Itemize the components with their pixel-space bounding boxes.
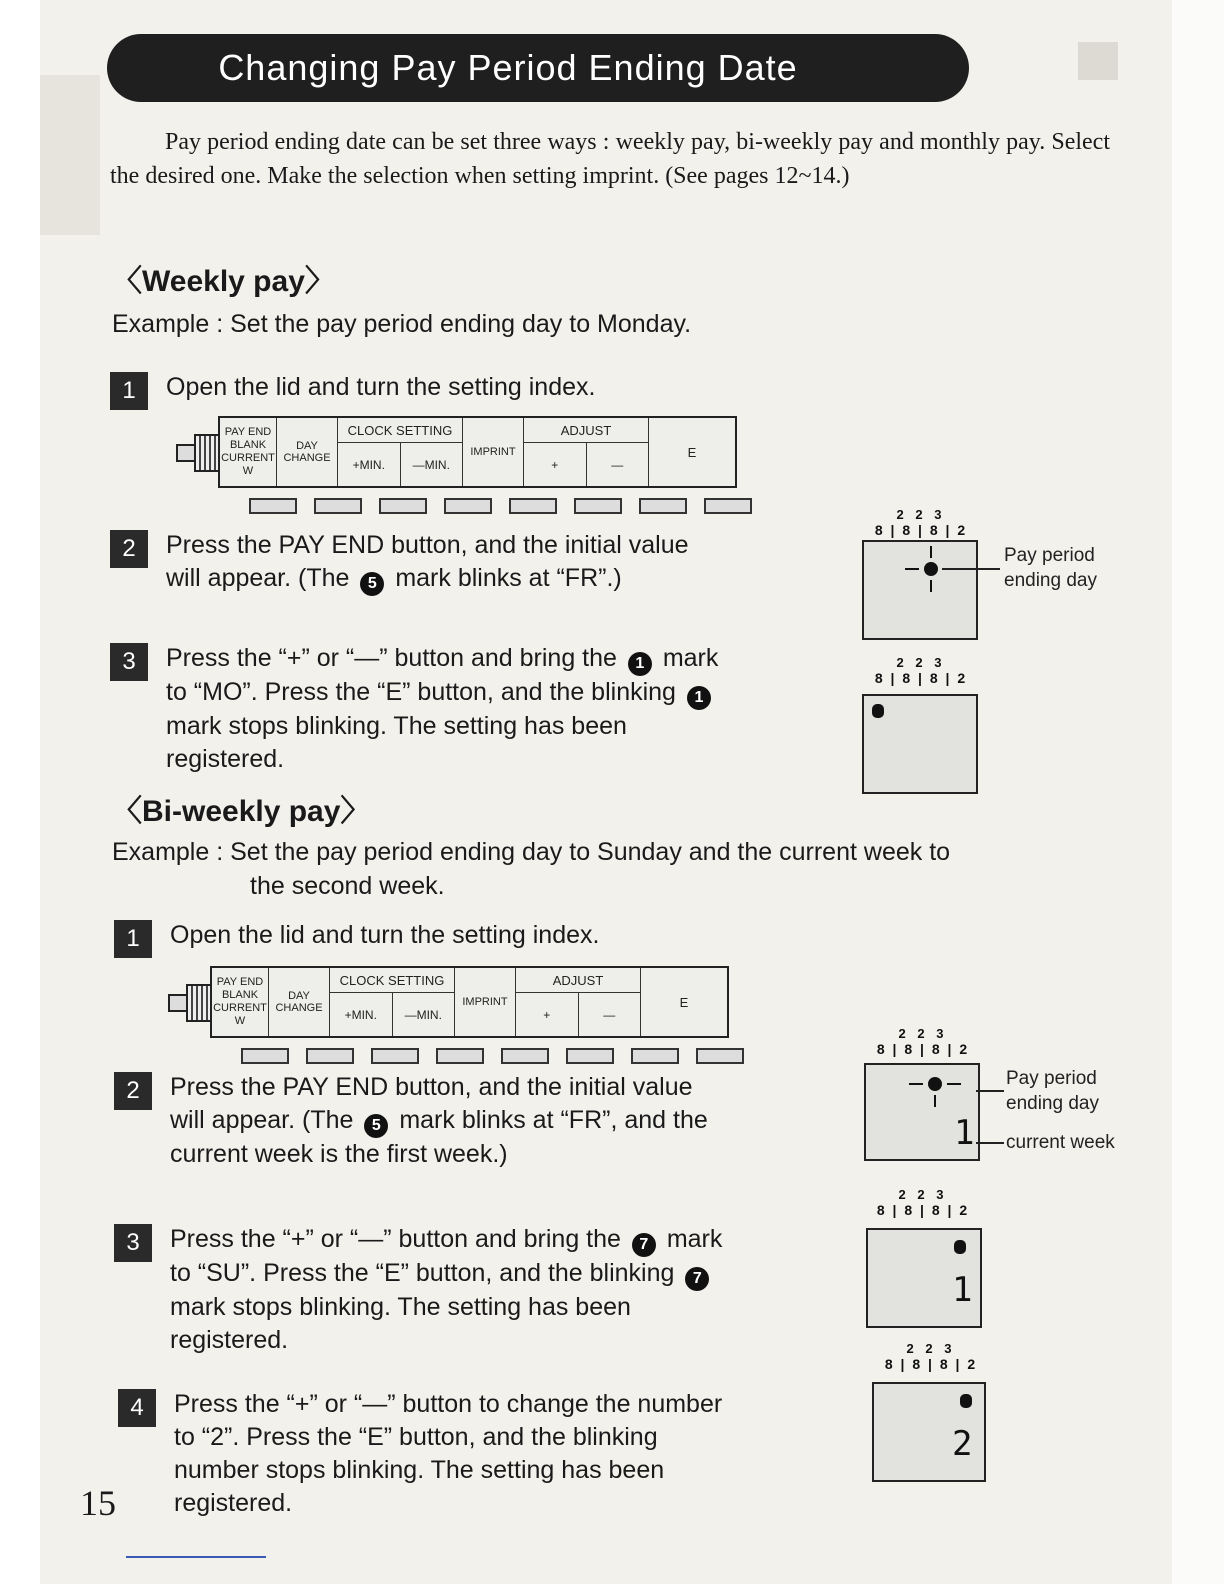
weekly-step-3 — [110, 642, 730, 776]
mark-7-icon: 7 — [632, 1233, 656, 1257]
lcd-day-marks: 8 | 8 | 8 | 2 — [884, 1356, 978, 1372]
biweekly-step-2 — [114, 1071, 734, 1171]
step-text: Press the “+” or “—” button to change the number to “2”. Press the “E” button, and the blinking number stops blinking. The setting has been registered. — [174, 1390, 723, 1517]
step-text-part: mark stops blinking. The setting has been registered. — [170, 1293, 631, 1354]
step-number: 4 — [118, 1389, 156, 1427]
adjust-label: ADJUST — [524, 418, 648, 443]
lcd-screen — [862, 694, 978, 794]
pay-end-label: PAY END — [224, 426, 272, 438]
example-text: Set the pay period ending day to Sunday and the current week to — [230, 838, 951, 866]
lcd-top-marks: 2 2 3 — [898, 1026, 948, 1041]
mark-1-icon — [872, 704, 884, 718]
clock-setting-cell — [330, 968, 455, 1036]
biweekly-example — [112, 838, 1122, 867]
lcd-top-marks: 2 2 3 — [896, 655, 946, 670]
lcd-day-marks: 8 | 8 | 8 | 2 — [874, 522, 968, 538]
lcd-biweekly-week2 — [872, 1341, 990, 1464]
step-text — [170, 1071, 734, 1171]
adjust-cell — [516, 968, 641, 1036]
step-text-part: mark blinks at “FR”, and the current week is the first week.) — [170, 1106, 708, 1168]
biweekly-step-3 — [114, 1223, 734, 1357]
step-number: 1 — [114, 920, 152, 958]
blank-label: BLANK — [229, 439, 267, 451]
step-text: Open the lid and turn the setting index. — [170, 921, 600, 949]
example-label: Example : — [112, 310, 231, 338]
step-text-part: mark to “MO”. Press the “E” button, and the blinking — [166, 644, 719, 706]
example-label: Example : — [112, 838, 231, 866]
lcd-biweekly-initial — [864, 1026, 982, 1153]
panel-labels — [210, 966, 729, 1038]
footer-rule — [126, 1556, 266, 1558]
mark-1-icon: 1 — [628, 652, 652, 676]
weekly-example — [112, 310, 691, 339]
step-text-part: Press the “+” or “—” button and bring the — [166, 644, 624, 672]
step-text-part: Press the PAY END button, and the initial value will appear. (The — [166, 531, 689, 592]
plus-label: + — [516, 993, 579, 1036]
minus-min-label: —MIN. — [412, 457, 450, 472]
callout-line — [976, 1090, 1004, 1092]
step-text-part: mark stops blinking. The setting has been registered. — [166, 712, 627, 773]
step-number: 3 — [114, 1224, 152, 1262]
lcd-weekly-initial — [862, 508, 980, 538]
lcd-week-digit: 1 — [954, 1113, 975, 1153]
callout-line — [976, 1142, 1004, 1144]
step-text: Open the lid and turn the setting index. — [166, 373, 596, 401]
imprint-cell: IMPRINT — [455, 968, 516, 1036]
change-label: CHANGE — [275, 1002, 323, 1014]
minus-label: — — [611, 457, 624, 472]
step-text-part: mark blinks at “FR”.) — [388, 564, 622, 592]
page-edge — [1172, 0, 1224, 1584]
index-slots — [249, 498, 769, 514]
e-cell: E — [679, 994, 689, 1010]
biweekly-example-cont: the second week. — [250, 872, 445, 900]
lcd-week-digit: 2 — [952, 1424, 973, 1464]
lcd-screen — [866, 1228, 982, 1328]
lcd-day-marks: 8 | 8 | 8 | 2 — [874, 670, 968, 686]
day-change-cell — [277, 418, 338, 486]
lcd-top-marks: 2 2 3 — [906, 1341, 956, 1356]
current-w-label: CURRENT W — [213, 1002, 267, 1027]
imprint-cell: IMPRINT — [463, 418, 524, 486]
current-w-label: CURRENT W — [221, 452, 275, 477]
lcd-biweekly-set — [864, 1187, 982, 1310]
lcd-weekly-set — [862, 656, 980, 686]
lcd-screen — [864, 1063, 980, 1161]
weekly-heading: 〈Weekly pay〉 — [112, 265, 335, 298]
mark-5-icon: 5 — [364, 1114, 388, 1138]
day-label: DAY — [288, 990, 310, 1002]
clock-setting-label: CLOCK SETTING — [330, 968, 454, 993]
callout-line — [942, 568, 1000, 570]
step-number: 2 — [114, 1072, 152, 1110]
step-number: 3 — [110, 643, 148, 681]
mark-7-icon — [954, 1240, 966, 1254]
plus-min-label: +MIN. — [330, 993, 393, 1036]
step-text-part: Press the PAY END button, and the initial value will appear. (The — [170, 1073, 693, 1134]
setting-knob-icon — [174, 434, 222, 470]
lcd-top-marks: 2 2 3 — [896, 507, 946, 522]
clock-setting-label: CLOCK SETTING — [338, 418, 462, 443]
bleed-through-shadow — [40, 75, 100, 235]
step-text-part: Press the “+” or “—” button and bring the — [170, 1225, 628, 1253]
clock-setting-cell — [338, 418, 463, 486]
panel-labels — [218, 416, 737, 488]
step-text — [170, 1223, 734, 1357]
weekly-step-1 — [110, 371, 730, 410]
plus-min-label: +MIN. — [338, 443, 401, 486]
lcd-top-marks: 2 2 3 — [898, 1187, 948, 1202]
title-banner — [107, 34, 969, 102]
step-text — [166, 642, 730, 776]
adjust-cell — [524, 418, 649, 486]
lcd-day-marks: 8 | 8 | 8 | 2 — [876, 1202, 970, 1218]
step-text-part: mark to “SU”. Press the “E” button, and the blinking — [170, 1225, 723, 1287]
mark-5-icon: 5 — [360, 572, 384, 596]
page-title: Changing Pay Period Ending Date — [218, 47, 798, 88]
biweekly-heading: 〈Bi-weekly pay〉 — [112, 795, 371, 828]
lcd-week-digit: 1 — [952, 1270, 973, 1310]
pay-end-cell — [220, 418, 277, 486]
mark-7-icon: 7 — [685, 1267, 709, 1291]
e-cell: E — [687, 444, 697, 460]
blinking-mark-icon — [924, 562, 938, 576]
bleed-through-tab — [1078, 42, 1118, 80]
callout-current-week: current week — [1006, 1132, 1115, 1153]
blinking-mark-icon — [928, 1077, 942, 1091]
index-slots — [241, 1048, 761, 1064]
minus-min-label: —MIN. — [404, 1007, 442, 1022]
lcd-day-marks: 8 | 8 | 8 | 2 — [876, 1041, 970, 1057]
callout-pay-period: Pay period ending day — [1004, 545, 1097, 591]
biweekly-step-4 — [118, 1388, 738, 1520]
day-label: DAY — [296, 440, 318, 452]
weekly-step-2 — [110, 529, 730, 596]
plus-label: + — [524, 443, 587, 486]
lcd-screen — [872, 1382, 986, 1482]
day-change-cell — [269, 968, 330, 1036]
change-label: CHANGE — [283, 452, 331, 464]
pay-end-cell — [212, 968, 269, 1036]
pay-end-label: PAY END — [216, 976, 264, 988]
lcd-screen — [862, 540, 978, 640]
setting-knob-icon — [166, 984, 214, 1020]
mark-1-icon: 1 — [687, 686, 711, 710]
blank-label: BLANK — [221, 989, 259, 1001]
page-number: 15 — [80, 1483, 116, 1523]
step-number: 1 — [110, 372, 148, 410]
step-number: 2 — [110, 530, 148, 568]
minus-label: — — [603, 1007, 616, 1022]
adjust-label: ADJUST — [516, 968, 640, 993]
callout-pay-period: Pay period ending day — [1006, 1068, 1099, 1114]
intro-paragraph: Pay period ending date can be set three ways : weekly pay, bi-weekly pay and monthly pay. Select the desired one. Make the selection when setting imprint. (See pages 12~14.) — [110, 129, 1110, 189]
setting-index-panel-2 — [166, 966, 736, 1066]
setting-index-panel — [174, 416, 744, 516]
example-text: Set the pay period ending day to Monday. — [230, 310, 692, 338]
step-text — [166, 529, 730, 596]
mark-7-icon — [960, 1394, 972, 1408]
biweekly-step-1 — [114, 919, 734, 958]
